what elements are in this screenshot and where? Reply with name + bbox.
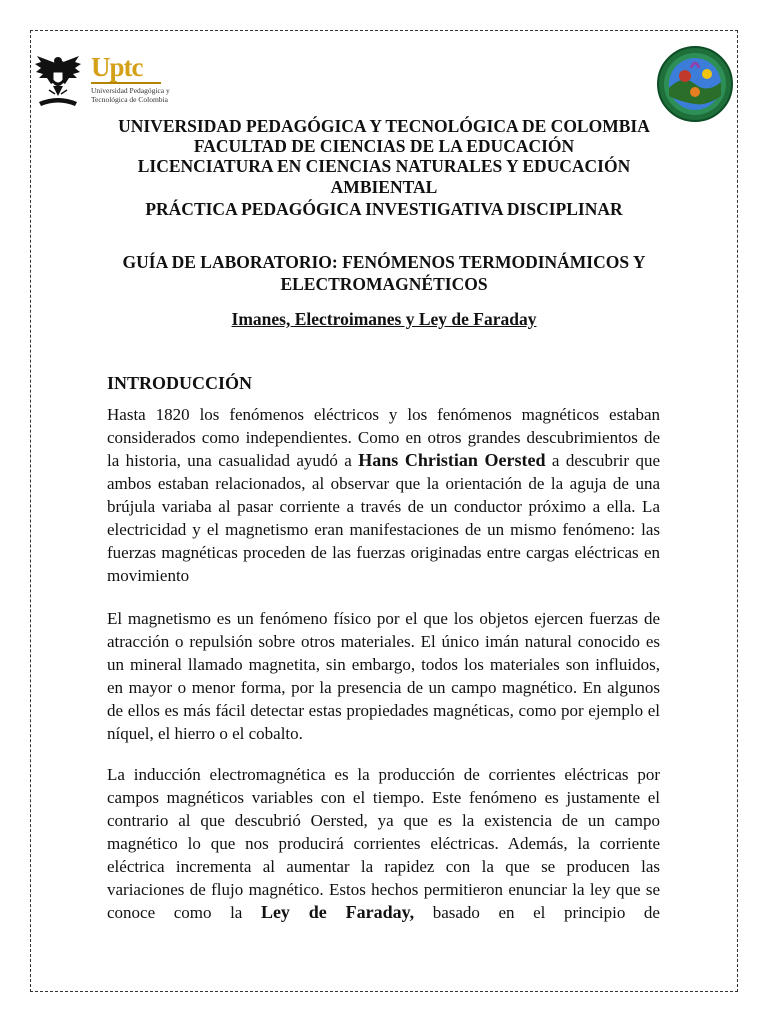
guide-subtitle: Imanes, Electroimanes y Ley de Faraday	[231, 309, 537, 329]
brand-subtitle	[91, 86, 181, 104]
guide-title-line1: GUÍA DE LABORATORIO: FENÓMENOS TERMODINÁMICOS Y	[122, 252, 646, 272]
uptc-brand	[83, 52, 173, 108]
practice-name: PRÁCTICA PEDAGÓGICA INVESTIGATIVA DISCIPLINAR	[145, 199, 623, 219]
faculty-name: FACULTAD DE CIENCIAS DE LA EDUCACIÓN	[193, 136, 575, 156]
oersted-name: Hans Christian Oersted	[358, 450, 546, 470]
p3-text-a: La inducción electromagnética es la producción de corrientes eléctricas por campos magnéticos variables con el tiempo. Este fenómeno es justamente el contrario al que descubrió Oersted, ya que es la existencia de un campo magnético lo que nos producirá corrientes eléctricas. Además, la corriente eléctrica incrementa al aumentar la rapidez con la que se producen las variaciones de flujo magnético. Estos hechos permitieron enunciar la ley que se conoce como la	[107, 765, 660, 922]
intro-paragraph-1	[107, 403, 660, 587]
brand-subtitle-line2: Tecnológica de Colombia	[91, 95, 168, 104]
intro-paragraph-3	[107, 763, 660, 924]
faraday-law: Ley de Faraday,	[260, 902, 415, 922]
section-heading: INTRODUCCIÓN	[107, 373, 253, 393]
science-program-seal-icon	[655, 44, 735, 124]
brand-divider	[91, 82, 161, 84]
p3-text-b: basado en el principio de	[414, 903, 660, 922]
university-name: UNIVERSIDAD PEDAGÓGICA Y TECNOLÓGICA DE COLOMBIA	[118, 116, 650, 136]
program-name-line2: AMBIENTAL	[330, 177, 438, 197]
guide-title-line2: ELECTROMAGNÉTICOS	[280, 274, 488, 294]
p1-text-b: a descubrir que ambos estaban relacionados, al observar que la orientación de la aguja de una brújula variaba al pasar corriente a través de un conductor próximo a ella. La electricidad y el magnetismo eran manifestaciones de un mismo fenómeno: las fuerzas magnéticas proceden de las fuerzas originadas entre cargas eléctricas en movimiento	[107, 451, 661, 585]
brand-subtitle-line1: Universidad Pedagógica y	[91, 86, 170, 95]
p1-text-a: Hasta 1820 los fenómenos eléctricos y los fenómenos magnéticos estaban considerados como independientes. Como en otros grandes descubrimientos de la historia, una casualidad ayudó a	[107, 405, 660, 470]
intro-paragraph-2: El magnetismo es un fenómeno físico por el que los objetos ejercen fuerzas de atracción o repulsión sobre otros materiales. El único imán natural conocido es un mineral llamado magnetita, sin embargo, todos los materiales son influidos, en mayor o menor forma, por la presencia de un campo magnético. En algunos de ellos es más fácil detectar estas propiedades magnéticas, como por ejemplo el níquel, el hierro o el cobalto.	[107, 609, 660, 743]
eagle-coat-of-arms-icon	[33, 50, 83, 112]
brand-name: Uptc	[91, 52, 143, 82]
program-name-line1: LICENCIATURA EN CIENCIAS NATURALES Y EDUCACIÓN	[137, 156, 631, 176]
